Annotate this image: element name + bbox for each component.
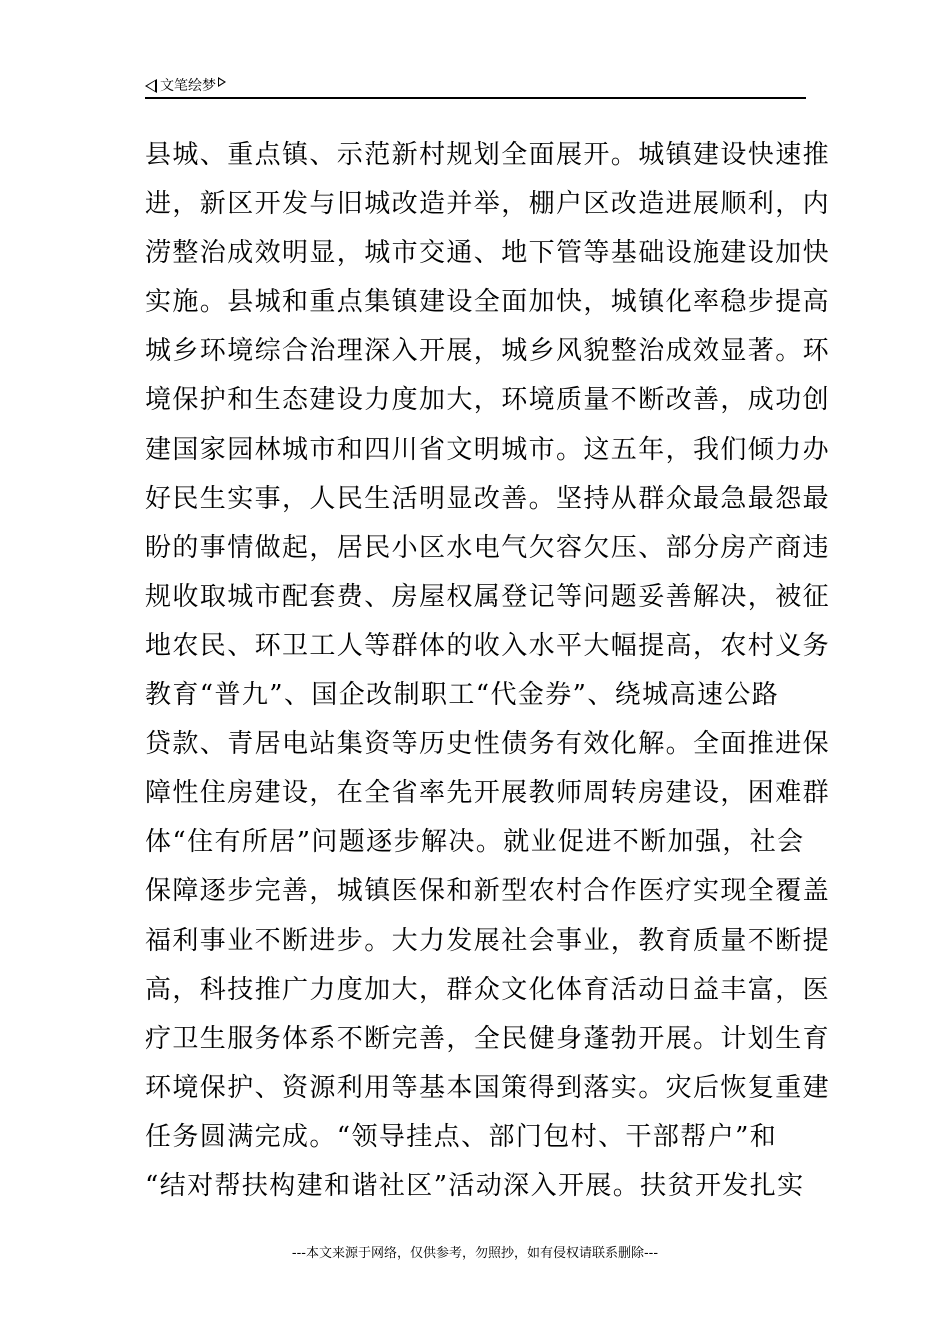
triangle-left-icon bbox=[145, 79, 157, 93]
header-divider bbox=[145, 97, 806, 99]
text-line: 任务圆满完成。“领导挂点、部门包村、干部帮户”和 bbox=[145, 1121, 778, 1152]
text-line: 盼的事情做起，居民小区水电气欠容欠压、部分房产商违 bbox=[145, 532, 831, 563]
text-line: 障性住房建设，在全省率先开展教师周转房建设，困难群 bbox=[145, 778, 831, 809]
text-line: 保障逐步完善，城镇医保和新型农村合作医疗实现全覆盖 bbox=[145, 876, 831, 907]
footer-disclaimer: ---本文来源于网络，仅供参考，勿照抄，如有侵权请联系删除--- bbox=[291, 1246, 659, 1261]
text-line: 县城、重点镇、示范新村规划全面展开。城镇建设快速推 bbox=[145, 140, 831, 170]
text-line: 好民生实事，人民生活明显改善。坚持从群众最急最怨最 bbox=[145, 483, 831, 514]
text-line: 进，新区开发与旧城改造并举，棚户区改造进展顺利，内 bbox=[145, 189, 831, 220]
text-line: 境保护和生态建设力度加大，环境质量不断改善，成功创 bbox=[145, 385, 831, 416]
document-body bbox=[145, 131, 831, 1211]
text-line: 环境保护、资源利用等基本国策得到落实。灾后恢复重建 bbox=[145, 1072, 831, 1103]
text-line: 疗卫生服务体系不断完善，全民健身蓬勃开展。计划生育 bbox=[145, 1023, 831, 1054]
header-title: 文笔绘梦 bbox=[160, 78, 216, 94]
triangle-right-icon bbox=[218, 77, 226, 87]
text-line: 教育“普九”、国企改制职工“代金券”、绕城高速公路 bbox=[145, 680, 780, 711]
text-line: “结对帮扶构建和谐社区”活动深入开展。扶贫开发扎实 bbox=[145, 1170, 805, 1201]
text-line: 高，科技推广力度加大，群众文化体育活动日益丰富，医 bbox=[145, 974, 831, 1005]
text-line: 贷款、青居电站集资等历史性债务有效化解。全面推进保 bbox=[145, 729, 831, 760]
text-line: 建国家园林城市和四川省文明城市。这五年，我们倾力办 bbox=[145, 434, 831, 465]
text-line: 涝整治成效明显，城市交通、地下管等基础设施建设加快 bbox=[145, 238, 831, 269]
text-line: 实施。县城和重点集镇建设全面加快，城镇化率稳步提高 bbox=[145, 287, 831, 318]
text-line: 福利事业不断进步。大力发展社会事业，教育质量不断提 bbox=[145, 925, 831, 956]
text-line: 规收取城市配套费、房屋权属登记等问题妥善解决，被征 bbox=[145, 581, 831, 612]
text-line: 体“住有所居”问题逐步解决。就业促进不断加强，社会 bbox=[145, 827, 805, 858]
text-line: 地农民、环卫工人等群体的收入水平大幅提高，农村义务 bbox=[145, 630, 831, 661]
text-line: 城乡环境综合治理深入开展，城乡风貌整治成效显著。环 bbox=[145, 336, 831, 367]
page-header bbox=[145, 74, 805, 98]
